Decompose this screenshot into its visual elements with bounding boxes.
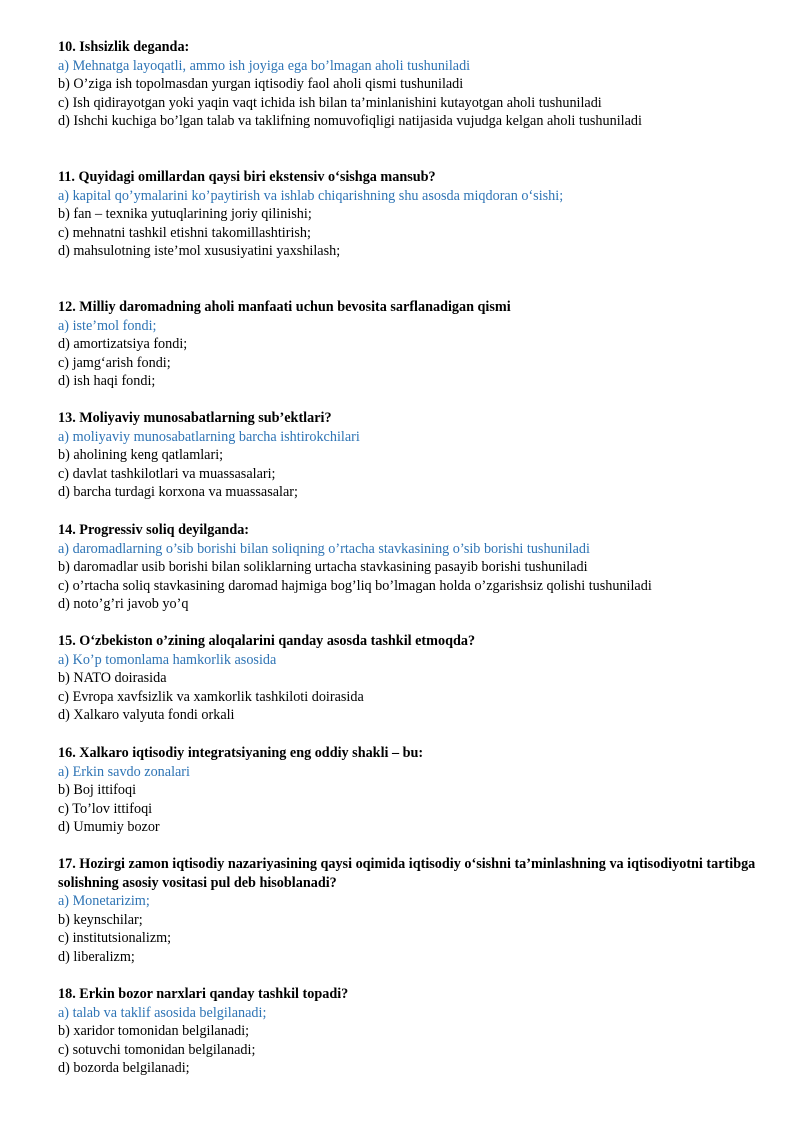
option-b: b) xaridor tomonidan belgilanadi; [58,1023,250,1040]
question-16 [58,744,758,837]
question-18 [58,985,758,1078]
option-a-answer: a) Erkin savdo zonalari [58,763,190,780]
option-a-answer: a) Mehnatga layoqatli, ammo ish joyiga ega bo’lmagan aholi tushuniladi [58,57,471,74]
option-a-answer: a) kapital qo’ymalarini ko’paytirish va ishlab chiqarishning shu asosda miqdoran o‘sishi; [58,187,564,204]
option-b: d) amortizatsiya fondi; [58,336,188,353]
option-d: d) Ishchi kuchiga bo’lgan talab va taklifning nomuvofiqligi natijasida vujudga kelgan aholi tushuniladi [58,113,642,130]
question-title: 10. Ishsizlik deganda: [58,39,190,55]
option-c: c) Ish qidirayotgan yoki yaqin vaqt ichida ish bilan ta’minlanishini kutayotgan aholi tushuniladi [58,94,602,111]
option-a-answer: a) daromadlarning o’sib borishi bilan soliqning o’rtacha stavkasining o’sib borishi tushuniladi [58,540,590,557]
question-title: 17. Hozirgi zamon iqtisodiy nazariyasining qaysi oqimida iqtisodiy o‘sishni ta’minlashning va iqtisodiyotni tartibga solishning asosiy vositasi pul deb hisoblanadi? [58,856,756,891]
question-10 [58,38,758,131]
question-17 [58,855,758,967]
option-a-answer: a) iste’mol fondi; [58,317,157,334]
question-11 [58,168,758,261]
question-14 [58,521,758,614]
question-title: 11. Quyidagi omillardan qaysi biri ekstensiv o‘sishga mansub? [58,169,436,185]
question-13 [58,409,758,502]
option-d: d) noto’g’ri javob yo’q [58,596,189,613]
question-title: 18. Erkin bozor narxlari qanday tashkil topadi? [58,986,349,1002]
option-c: c) sotuvchi tomonidan belgilanadi; [58,1041,256,1058]
question-12 [58,298,758,391]
option-c: c) jamg‘arish fondi; [58,354,171,371]
option-d: d) mahsulotning iste’mol xususiyatini yaxshilash; [58,243,341,260]
option-c: c) o’rtacha soliq stavkasining daromad hajmiga bog’liq bo’lmagan holda o’zgarishsiz qolishi tushuniladi [58,577,652,594]
option-b: b) Boj ittifoqi [58,782,137,799]
question-15 [58,632,758,725]
option-c: c) mehnatni tashkil etishni takomillashtirish; [58,224,311,241]
option-c: c) Evropa xavfsizlik va xamkorlik tashkiloti doirasida [58,688,364,705]
question-title: 12. Milliy daromadning aholi manfaati uchun bevosita sarflanadigan qismi [58,299,511,315]
option-d: d) Xalkaro valyuta fondi orkali [58,707,235,724]
option-b: b) O’ziga ish topolmasdan yurgan iqtisodiy faol aholi qismi tushuniladi [58,76,464,93]
question-title: 15. O‘zbekiston o’zining aloqalarini qanday asosda tashkil etmoqda? [58,633,476,649]
question-title: 14. Progressiv soliq deyilganda: [58,522,250,538]
option-a-answer: a) Monetarizim; [58,893,150,910]
option-d: d) bozorda belgilanadi; [58,1060,190,1077]
option-d: d) barcha turdagi korxona va muassasalar; [58,484,298,501]
option-d: d) ish haqi fondi; [58,373,156,390]
option-a-answer: a) moliyaviy munosabatlarning barcha ishtirokchilari [58,428,360,445]
option-a-answer: a) Ko’p tomonlama hamkorlik asosida [58,651,277,668]
option-b: b) keynschilar; [58,911,143,928]
option-c: c) institutsionalizm; [58,930,172,947]
question-title: 16. Xalkaro iqtisodiy integratsiyaning eng oddiy shakli – bu: [58,745,424,761]
option-b: b) daromadlar usib borishi bilan soliklarning urtacha stavkasining pasayib borishi tushuniladi [58,559,588,576]
option-b: b) aholining keng qatlamlari; [58,447,224,464]
option-c: c) To’lov ittifoqi [58,800,153,817]
option-d: d) Umumiy bozor [58,819,160,836]
option-a-answer: a) talab va taklif asosida belgilanadi; [58,1004,267,1021]
option-b: b) fan – texnika yutuqlarining joriy qilinishi; [58,206,312,223]
option-b: b) NATO doirasida [58,670,167,687]
option-c: c) davlat tashkilotlari va muassasalari; [58,465,276,482]
option-d: d) liberalizm; [58,948,135,965]
question-title: 13. Moliyaviy munosabatlarning sub’ektlari? [58,410,332,426]
